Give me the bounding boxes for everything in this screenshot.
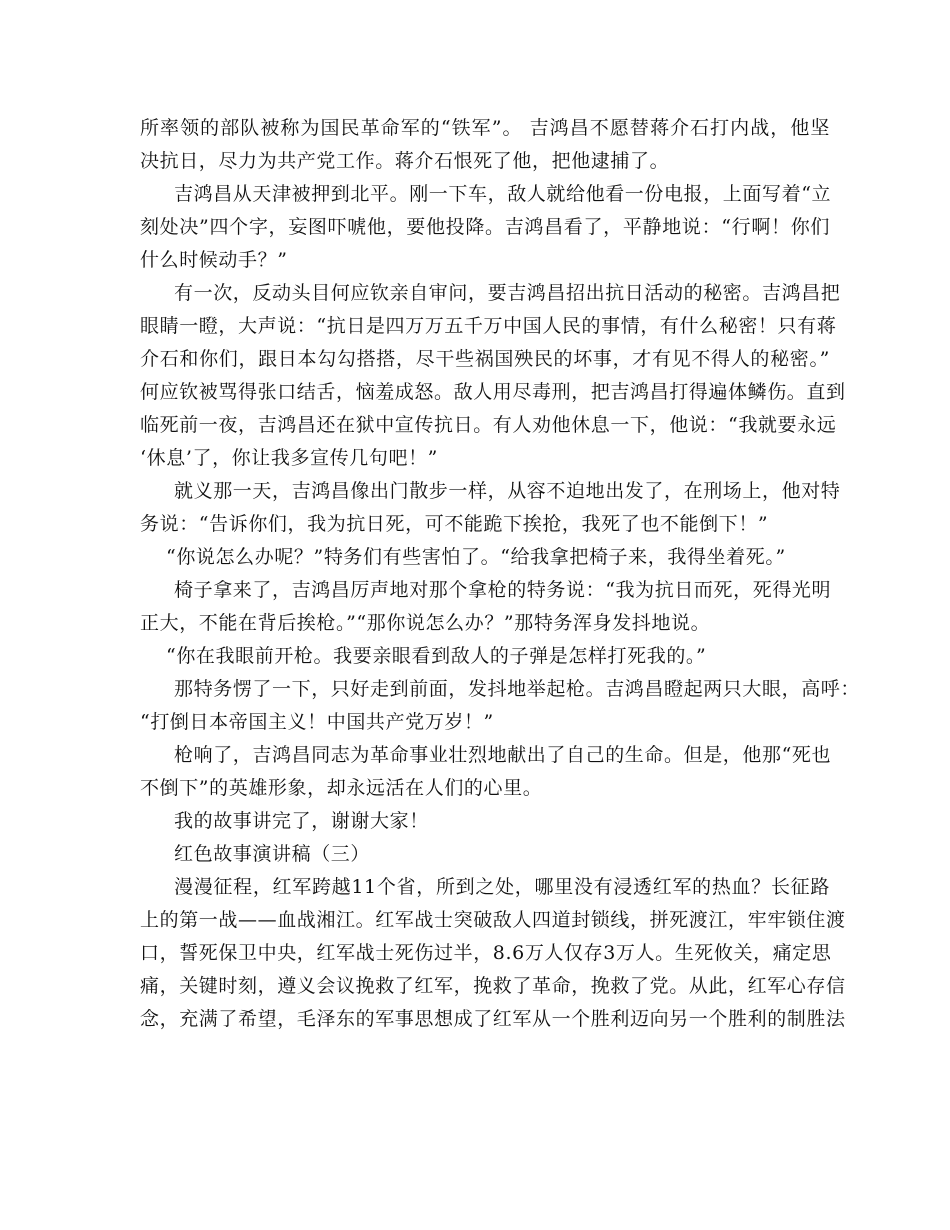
text-line: 什么时候动手？” bbox=[140, 249, 288, 271]
text-line: 务说：“告诉你们，我为抗日死，可不能跪下挨抢，我死了也不能倒下！” bbox=[140, 513, 769, 535]
body-text bbox=[140, 112, 861, 1036]
text-line: “你说怎么办呢？”特务们有些害怕了。“给我拿把椅子来，我得坐着死。” bbox=[166, 546, 786, 568]
text-line: 漫漫征程，红军跨越11个省，所到之处，哪里没有浸透红军的热血？长征路 bbox=[174, 876, 830, 898]
text-line: “你在我眼前开枪。我要亲眼看到敌人的子弹是怎样打死我的。” bbox=[166, 645, 707, 667]
text-line: 念，充满了希望，毛泽东的军事思想成了红军从一个胜利迈向另一个胜利的制胜法 bbox=[140, 1008, 846, 1030]
text-line: 决抗日，尽力为共产党工作。蒋介石恨死了他，把他逮捕了。 bbox=[140, 150, 670, 172]
text-line: 临死前一夜，吉鸿昌还在狱中宣传抗日。有人劝他休息一下，他说：“我就要永远 bbox=[140, 414, 837, 436]
text-line: 正大，不能在背后挨枪。”“那你说怎么办？”那特务浑身发抖地说。 bbox=[140, 612, 711, 634]
text-line: 上的第一战——血战湘江。红军战士突破敌人四道封锁线，拼死渡江，牢牢锁住渡 bbox=[140, 909, 846, 931]
text-line: 吉鸿昌从天津被押到北平。刚一下车，敌人就给他看一份电报，上面写着“立 bbox=[174, 183, 832, 205]
text-line: 眼睛一瞪，大声说：“抗日是四万万五千万中国人民的事情，有什么秘密！只有蒋 bbox=[140, 315, 837, 337]
text-line: 枪响了，吉鸿昌同志为革命事业壮烈地献出了自己的生命。但是，他那“死也 bbox=[174, 744, 832, 766]
text-line: 刻处决”四个字，妄图吓唬他，要他投降。吉鸿昌看了，平静地说：“行啊！你们 bbox=[140, 216, 830, 238]
text-line: 不倒下”的英雄形象，却永远活在人们的心里。 bbox=[140, 777, 543, 799]
text-line: 我的故事讲完了，谢谢大家！ bbox=[174, 810, 429, 832]
text-line: 所率领的部队被称为国民革命军的“铁军”。 吉鸿昌不愿替蒋介石打内战，他坚 bbox=[140, 117, 830, 139]
text-line: 那特务愣了一下，只好走到前面，发抖地举起枪。吉鸿昌瞪起两只大眼，高呼： bbox=[174, 678, 861, 700]
text-line: 有一次，反动头目何应钦亲自审问，要吉鸿昌招出抗日活动的秘密。吉鸿昌把 bbox=[174, 282, 841, 304]
section-heading: 红色故事演讲稿（三） bbox=[174, 843, 371, 865]
text-line: 介石和你们，跟日本勾勾搭搭，尽干些祸国殃民的坏事，才有见不得人的秘密。” bbox=[140, 348, 830, 370]
text-line: 口，誓死保卫中央，红军战士死伤过半，8.6万人仅存3万人。生死攸关，痛定思 bbox=[140, 942, 832, 964]
text-line: 椅子拿来了，吉鸿昌厉声地对那个拿枪的特务说：“我为抗日而死，死得光明 bbox=[174, 579, 832, 601]
text-line: “打倒日本帝国主义！中国共产党万岁！” bbox=[140, 711, 494, 733]
text-line: ‘休息’了，你让我多宣传几句吧！” bbox=[140, 447, 438, 469]
text-line: 就义那一天，吉鸿昌像出门散步一样，从容不迫地出发了，在刑场上，他对特 bbox=[174, 480, 841, 502]
text-line: 何应钦被骂得张口结舌，恼羞成怒。敌人用尽毒刑，把吉鸿昌打得遍体鳞伤。直到 bbox=[140, 381, 846, 403]
text-line: 痛，关键时刻，遵义会议挽救了红军，挽救了革命，挽救了党。从此，红军心存信 bbox=[140, 975, 846, 997]
